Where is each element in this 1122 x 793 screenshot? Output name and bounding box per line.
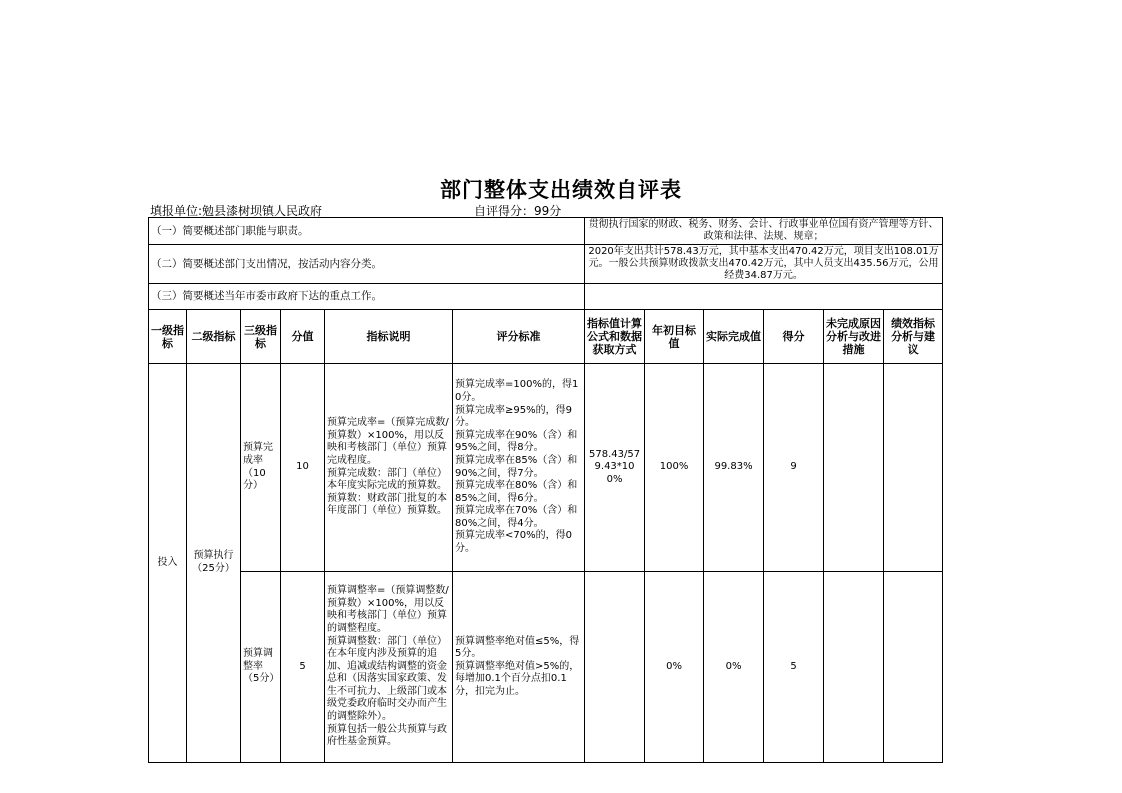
score-value-cell: 10 — [281, 364, 325, 572]
column-header: 一级指标 — [149, 310, 187, 364]
reason-cell — [824, 572, 884, 763]
reporting-unit: 填报单位:勉县漆树坝镇人民政府 — [150, 204, 323, 218]
column-header: 指标说明 — [325, 310, 453, 364]
summary-label: （一）简要概述部门职能与职责。 — [149, 218, 585, 245]
table-row — [149, 364, 943, 572]
level1-cell: 投入 — [149, 364, 187, 763]
score-value-cell: 5 — [281, 572, 325, 763]
formula-cell: 578.43/579.43*100% — [585, 364, 645, 572]
column-header: 二级指标 — [187, 310, 241, 364]
self-score: 自评得分：99分 — [474, 204, 562, 218]
column-header: 未完成原因分析与改进措施 — [824, 310, 884, 364]
description-cell: 预算完成率=（预算完成数/预算数）×100%，用以反映和考核部门（单位）预算完成程度。 预算完成数：部门（单位）本年度实际完成的预算数。 预算数：财政部门批复的本年度部门（单位）预算数。 — [325, 364, 453, 572]
page-title: 部门整体支出绩效自评表 — [440, 178, 682, 202]
summary-row — [149, 284, 943, 310]
summary-row — [149, 245, 943, 284]
target-cell: 0% — [645, 572, 704, 763]
summary-label: （三）简要概述当年市委市政府下达的重点工作。 — [149, 284, 585, 310]
actual-cell: 99.83% — [704, 364, 764, 572]
advice-cell — [884, 572, 943, 763]
level2-cell: 预算执行（25分） — [187, 364, 241, 763]
column-header: 绩效指标分析与建议 — [884, 310, 943, 364]
column-header: 分值 — [281, 310, 325, 364]
criteria-cell: 预算调整率绝对值≤5%，得5分。 预算调整率绝对值>5%的，每增加0.1个百分点扣0.1分，扣完为止。 — [453, 572, 585, 763]
table-row — [149, 572, 943, 763]
formula-cell — [585, 572, 645, 763]
summary-value: 贯彻执行国家的财政、税务、财务、会计、行政事业单位国有资产管理等方针、政策和法律、法规、规章； — [585, 218, 943, 245]
column-header: 实际完成值 — [704, 310, 764, 364]
column-header: 三级指标 — [241, 310, 281, 364]
summary-row — [149, 218, 943, 245]
header-row — [149, 310, 943, 364]
criteria-cell: 预算完成率=100%的，得10分。 预算完成率≥95%的，得9分。 预算完成率在90%（含）和95%之间，得8分。 预算完成率在85%（含）和90%之间，得7分。 预算完成率在80%（含）和85%之间，得6分。 预算完成率在70%（含）和80%之间，得4分。 预算完成率<70%的，得0分。 — [453, 364, 585, 572]
summary-value: 2020年支出共计578.43万元，其中基本支出470.42万元，项目支出108.01万元。一般公共预算财政拨款支出470.42万元，其中人员支出435.56万元，公用经费34.87万元。 — [585, 245, 943, 284]
column-header: 得分 — [764, 310, 824, 364]
column-header: 指标值计算公式和数据获取方式 — [585, 310, 645, 364]
advice-cell — [884, 364, 943, 572]
evaluation-table — [148, 217, 943, 763]
level3-cell: 预算完成率（10分） — [241, 364, 281, 572]
level3-cell: 预算调整率（5分） — [241, 572, 281, 763]
column-header: 评分标准 — [453, 310, 585, 364]
description-cell: 预算调整率=（预算调整数/预算数）×100%，用以反映和考核部门（单位）预算的调整程度。 预算调整数：部门（单位）在本年度内涉及预算的追加、追减或结构调整的资金总和（因落实国家政策、发生不可抗力、上级部门或本级党委政府临时交办而产生的调整除外）。 预算包括一般公共预算与政府性基金预算。 — [325, 572, 453, 763]
actual-cell: 0% — [704, 572, 764, 763]
summary-label: （二）简要概述部门支出情况，按活动内容分类。 — [149, 245, 585, 284]
score-cell: 5 — [764, 572, 824, 763]
reason-cell — [824, 364, 884, 572]
column-header: 年初目标值 — [645, 310, 704, 364]
summary-value — [585, 284, 943, 310]
target-cell: 100% — [645, 364, 704, 572]
score-cell: 9 — [764, 364, 824, 572]
